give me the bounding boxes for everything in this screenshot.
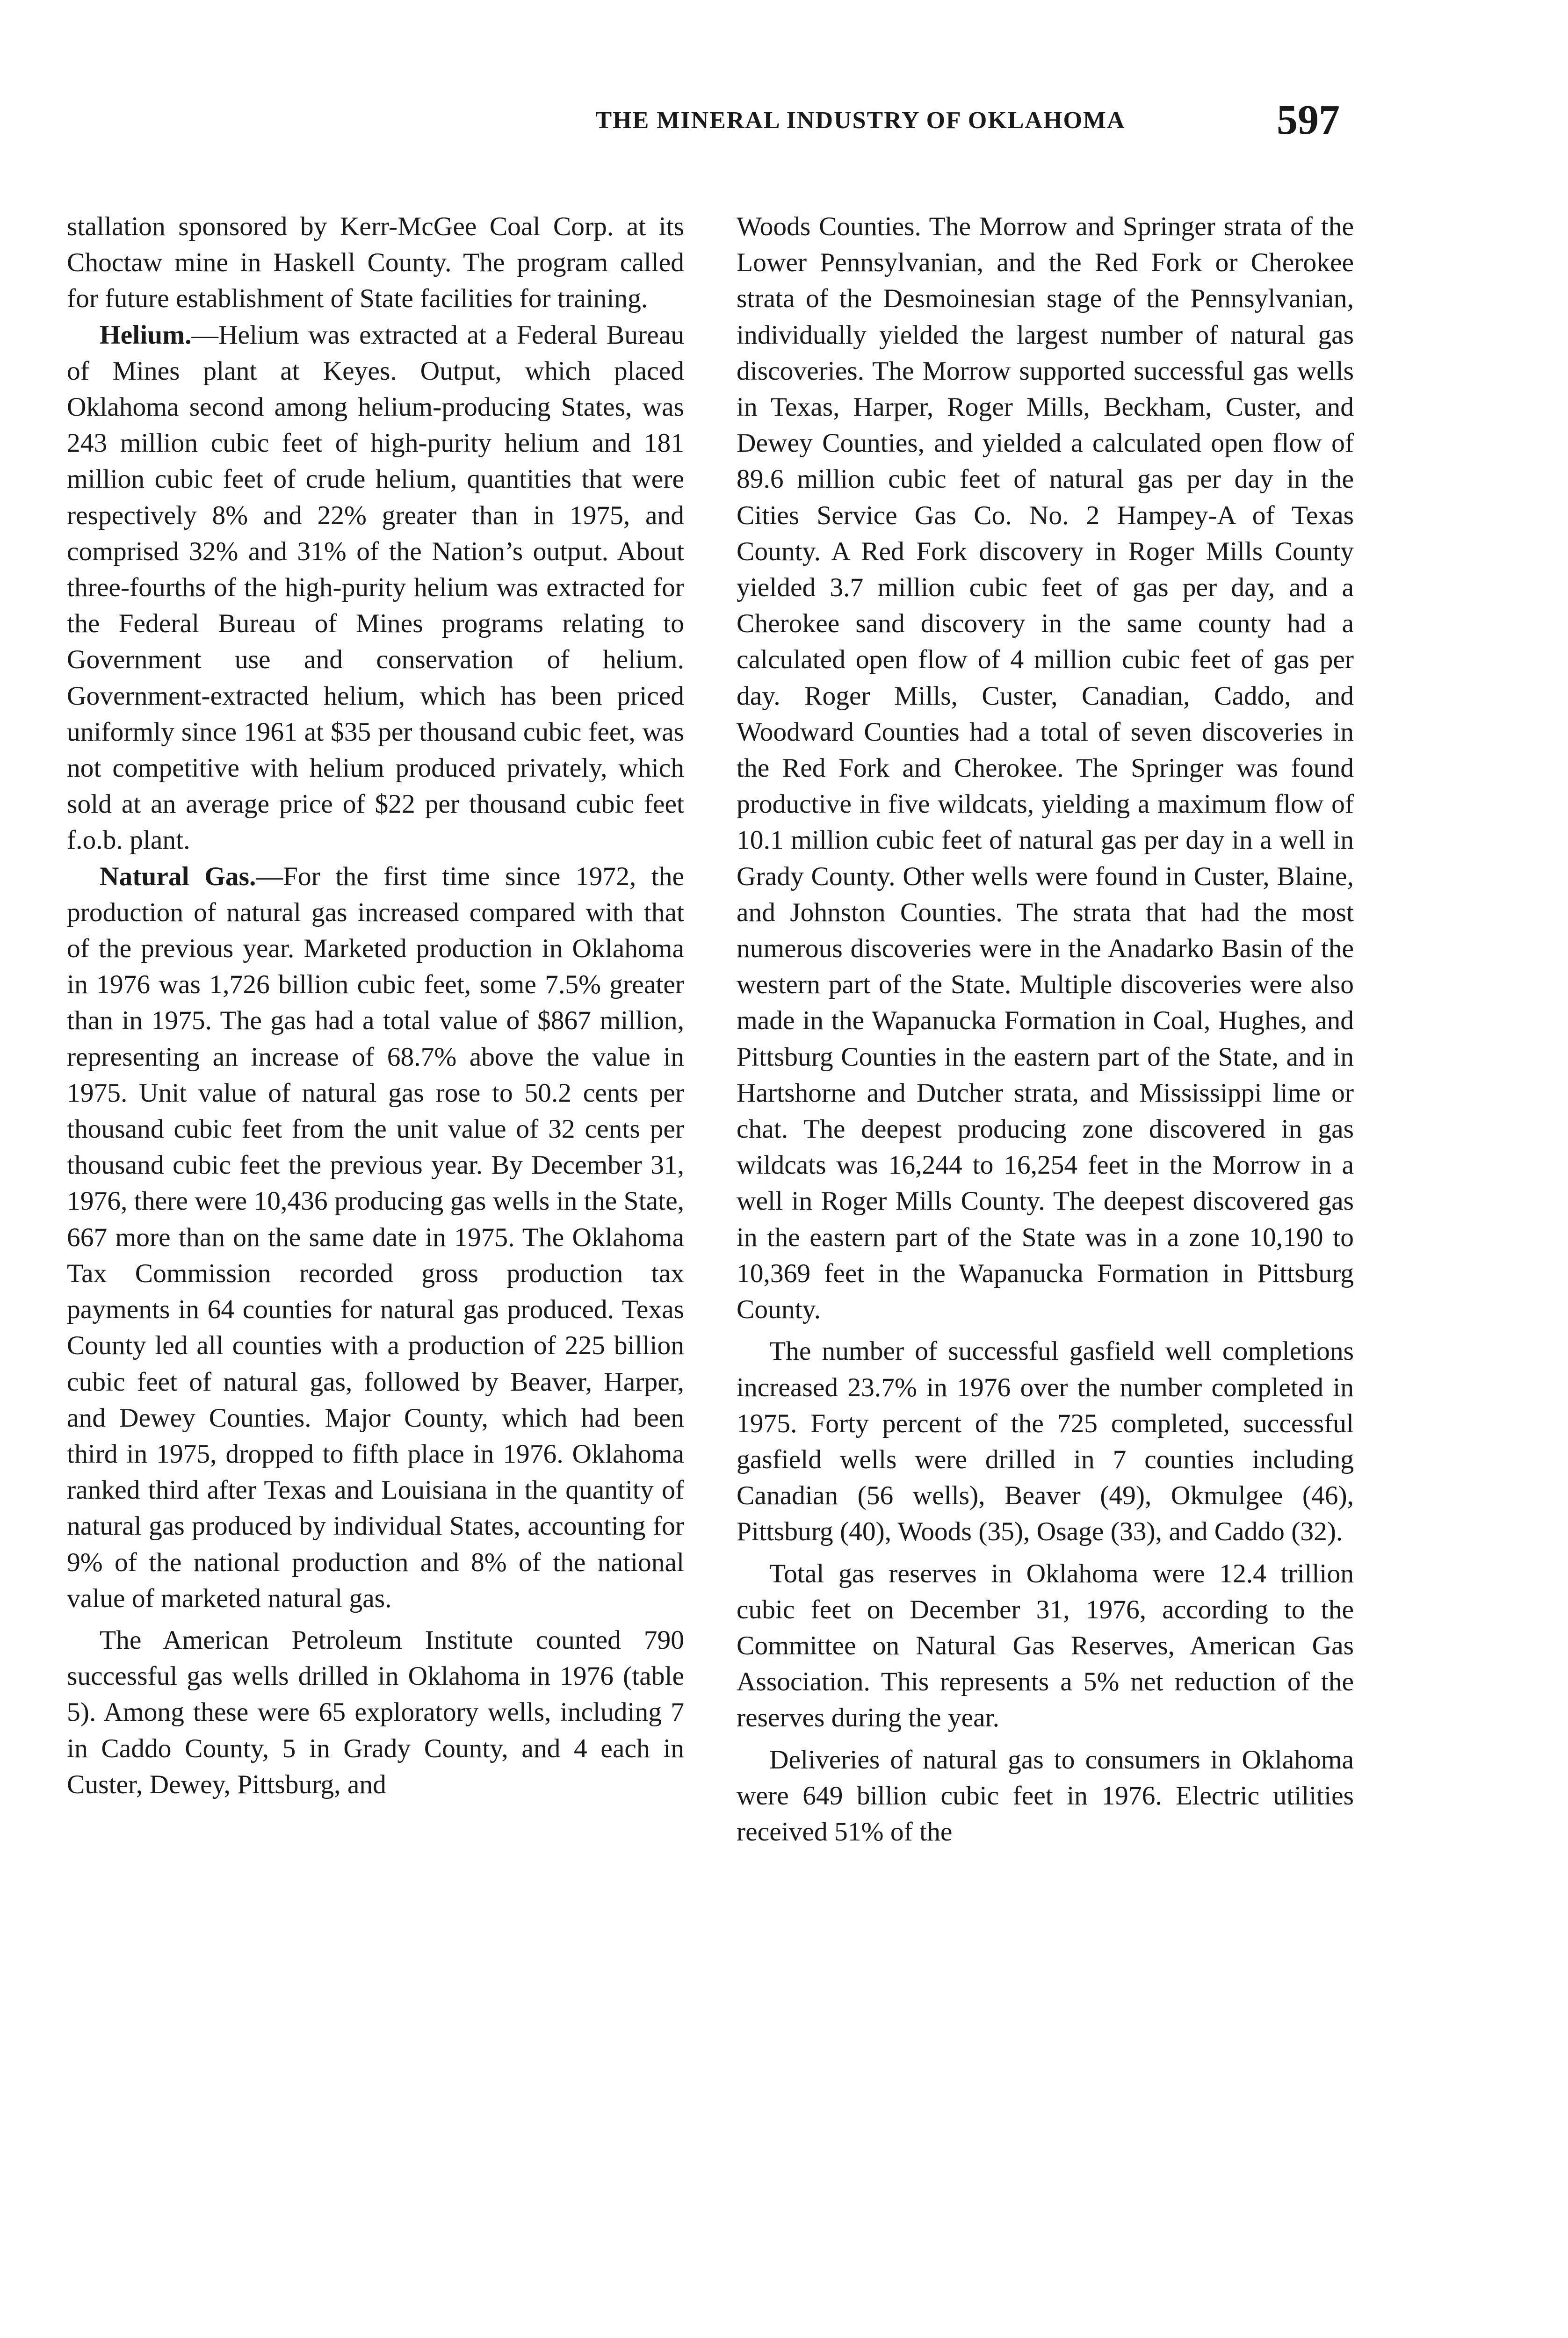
- paragraph-api-wells: The American Petroleum Institute counted 790 successful gas wells drilled in Oklahoma in 1976 (table 5). Among these were 65 exploratory wells, including 7 in Caddo County, 5 in Grady County, and 4 each in Custer, Dewey, Pittsburg, and: [67, 1625, 684, 1799]
- natural-gas-text: —For the first time since 1972, the production of natural gas increased compared with that of the previous year. Marketed production in Oklahoma in 1976 was 1,726 billion cubic feet, some 7.5% greater than in 1975. The gas had a total value of $867 million, representing an increase of 68.7% above the value in 1975. Unit value of natural gas rose to 50.2 cents per thousand cubic feet from the unit value of 32 cents per thousand cubic feet the previous year. By December 31, 1976, there were 10,436 producing gas wells in the State, 667 more than on the same date in 1975. The Oklahoma Tax Commission recorded gross production tax payments in 64 counties for natural gas produced. Texas County led all counties with a production of 225 billion cubic feet of natural gas, followed by Beaver, Harper, and Dewey Counties. Major County, which had been third in 1975, dropped to fifth place in 1976. Oklahoma ranked third after Texas and Louisiana in the quantity of natural gas produced by individual States, accounting for 9% of the national production and 8% of the national value of marketed natural gas.: [67, 861, 684, 1613]
- helium-text: —Helium was extracted at a Federal Bureau of Mines plant at Keyes. Output, which placed Oklahoma second among helium-producing States, was 243 million cubic feet of high-purity helium and 181 million cubic feet of crude helium, quantities that were respectively 8% and 22% greater than in 1975, and comprised 32% and 31% of the Nation’s output. About three-fourths of the high-purity helium was extracted for the Federal Bureau of Mines programs relating to Government use and conservation of helium. Government-extracted helium, which has been priced uniformly since 1961 at $35 per thousand cubic feet, was not competitive with helium produced privately, which sold at an average price of $22 per thousand cubic feet f.o.b. plant.: [67, 320, 684, 855]
- left-column: [67, 209, 684, 1803]
- natural-gas-heading: Natural Gas.: [100, 861, 256, 891]
- paragraph-reserves: Total gas reserves in Oklahoma were 12.4 trillion cubic feet on December 31, 1976, according to the Committee on Natural Gas Reserves, American Gas Association. This represents a 5% net reduction of the reserves during the year.: [737, 1559, 1354, 1733]
- running-title: THE MINERAL INDUSTRY OF OKLAHOMA: [595, 107, 1126, 134]
- paragraph-completions: The number of successful gasfield well completions increased 23.7% in 1976 over the number completed in 1975. Forty percent of the 725 completed, successful gasfield wells were drilled in 7 counties including Canadian (56 wells), Beaver (49), Okmulgee (46), Pittsburg (40), Woods (35), Osage (33), and Caddo (32).: [737, 1336, 1354, 1547]
- paragraph-deliveries: Deliveries of natural gas to consumers in Oklahoma were 649 billion cubic feet in 1976. Electric utilities received 51% of the: [737, 1745, 1354, 1847]
- helium-heading: Helium.: [100, 320, 192, 350]
- paragraph-natural-gas: [67, 859, 684, 1616]
- paragraph-continuation: stallation sponsored by Kerr-McGee Coal Corp. at its Choctaw mine in Haskell County. The program called for future establishment of State facilities for training.: [67, 212, 684, 314]
- page-number: 597: [1277, 97, 1340, 143]
- right-column: [737, 209, 1354, 1850]
- paragraph-helium: [67, 317, 684, 859]
- paragraph-discoveries: Woods Counties. The Morrow and Springer strata of the Lower Pennsylvanian, and the Red Fork or Cherokee strata of the Desmoinesian stage of the Pennsylvanian, individually yielded the largest number of natural gas discoveries. The Morrow supported successful gas wells in Texas, Harper, Roger Mills, Beckham, Custer, and Dewey Counties, and yielded a calculated open flow of 89.6 million cubic feet of natural gas per day in the Cities Service Gas Co. No. 2 Hampey-A of Texas County. A Red Fork discovery in Roger Mills County yielded 3.7 million cubic feet of gas per day, and a Cherokee sand discovery in the same county had a calculated open flow of 4 million cubic feet of gas per day. Roger Mills, Custer, Canadian, Caddo, and Woodward Counties had a total of seven discoveries in the Red Fork and Cherokee. The Springer was found productive in five wildcats, yielding a maximum flow of 10.1 million cubic feet of natural gas per day in a well in Grady County. Other wells were found in Custer, Blaine, and Johnston Counties. The strata that had the most numerous discoveries were in the Anadarko Basin of the western part of the State. Multiple discoveries were also made in the Wapanucka Formation in Coal, Hughes, and Pittsburg Counties in the eastern part of the State, and in Hartshorne and Dutcher strata, and Mississippi lime or chat. The deepest producing zone discovered in gas wildcats was 16,244 to 16,254 feet in the Morrow in a well in Roger Mills County. The deepest discovered gas in the eastern part of the State was in a zone 10,190 to 10,369 feet in the Wapanucka Formation in Pittsburg County.: [737, 212, 1354, 1325]
